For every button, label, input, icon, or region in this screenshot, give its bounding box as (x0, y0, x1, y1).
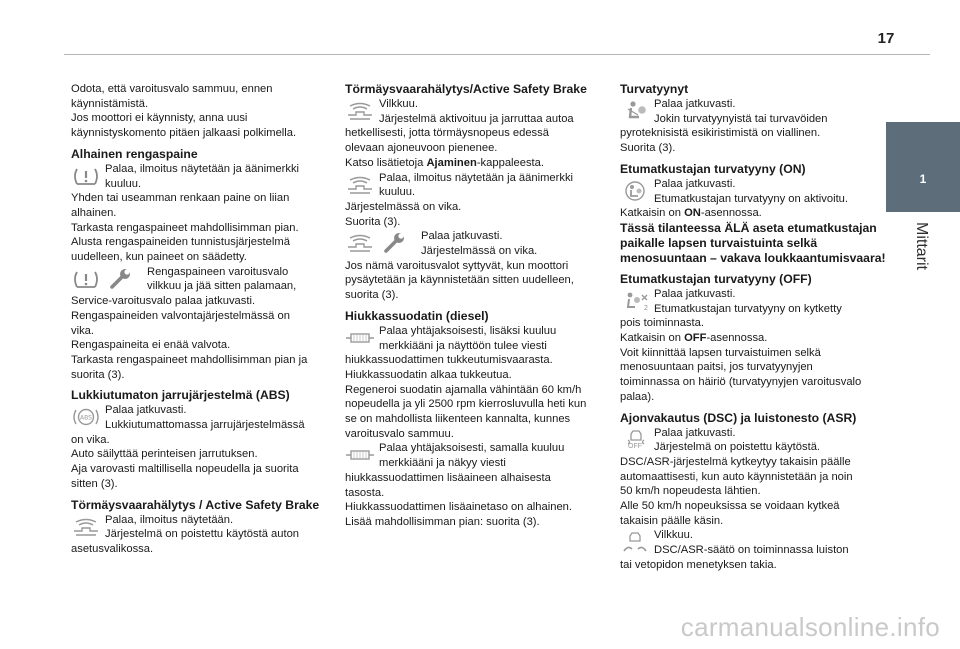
text-line: vilkkuu ja jää sitten palamaan, (147, 280, 297, 293)
text-line: pysäytetään ja käynnistetään sitten uudelleen, (345, 274, 574, 287)
active-safety-brake-heading: Törmäysvaarahälytys/Active Safety Brake (345, 82, 587, 96)
text-line: asetusvalikossa. (71, 542, 154, 555)
airbags-heading: Turvatyynyt (620, 82, 689, 96)
text-line: Suorita (3). (345, 215, 401, 228)
dsc-off-icon-label: OFF (628, 442, 642, 450)
text-line: 50 km/h nopeudesta lähtien. (620, 485, 761, 498)
text-line: Palaa yhtäjaksoisesti, lisäksi kuuluu (379, 324, 557, 337)
header-divider (64, 54, 930, 55)
text-line: Palaa yhtäjaksoisesti, samalla kuuluu (379, 442, 565, 455)
text-line: Palaa jatkuvasti. (654, 426, 736, 439)
text-line: Hiukkassuodatin alkaa tukkeutua. (345, 368, 512, 381)
text-line: Vilkkuu. (654, 529, 693, 542)
text-line: olevaan ajoneuvoon pienenee. (345, 142, 498, 155)
text-line: hetkellisesti, jotta törmäysnopeus edessä (345, 127, 549, 140)
cross-reference: Ajaminen (426, 156, 477, 169)
collision-warning-icon (345, 174, 375, 196)
chapter-label: Mittarit (913, 222, 930, 270)
intro-line: käynnistämistä. (71, 97, 149, 110)
text-line: Tarkasta rengaspaineet mahdollisimman pian. (71, 221, 299, 234)
switch-position: OFF (684, 332, 707, 345)
text-line: Palaa jatkuvasti. (654, 177, 736, 190)
text-line: Jos nämä varoitusvalot syttyvät, kun moottori (345, 259, 569, 272)
passenger-airbag-on-icon (620, 180, 650, 202)
particle-filter-icon (345, 327, 375, 349)
collision-warning-icon (345, 232, 375, 254)
column-2 (345, 82, 607, 530)
passenger-airbag-on-heading: Etumatkustajan turvatyyny (ON) (620, 161, 806, 176)
text-line: kuuluu. (105, 177, 142, 190)
text-line: Jokin turvatyynyistä tai turvavöiden (654, 112, 828, 125)
intro-line: käynnistyskomento pitäen jalkaasi polkimella. (71, 127, 297, 140)
text-span: -kappaleesta. (476, 156, 544, 169)
text-line: Lukkiutumattomassa jarrujärjestelmässä (105, 419, 305, 432)
page-number: 17 (877, 30, 895, 47)
watermark: carmanualsonline.info (680, 612, 940, 642)
text-line: Palaa jatkuvasti. (421, 230, 503, 243)
text-line: Palaa, ilmoitus näytetään ja äänimerkki (105, 162, 300, 175)
tyre-service-icons (71, 268, 143, 290)
text-line: sitten (3). (71, 477, 118, 490)
text-line: pyroteknisistä esikiristimistä on viallinen. (620, 127, 821, 140)
text-line: Palaa, ilmoitus näytetään ja äänimerkki (379, 171, 574, 184)
text-line: suorita (3). (71, 368, 125, 381)
text-line: Suorita (3). (620, 142, 676, 155)
text-line: kuuluu. (379, 186, 416, 199)
passenger-airbag-off-icon (620, 290, 650, 312)
text-line: Aja varovasti maltillisella nopeudella ja suorita (71, 463, 299, 476)
text-line: Regeneroi suodatin ajamalla vähintään 60 km/h (345, 383, 582, 396)
text-line: Rengaspaineita ei enää valvota. (71, 339, 231, 352)
text-line: uudelleen, kun paineet on säädetty. (71, 251, 247, 264)
seatbelt-airbag-icon (620, 100, 650, 122)
warning-line: Tässä tilanteessa ÄLÄ aseta etumatkustajan (620, 220, 877, 235)
dsc-off-icon (620, 429, 650, 451)
text-line: Palaa jatkuvasti. (654, 98, 736, 110)
text-line: Etumatkustajan turvatyyny on aktivoitu. (654, 192, 849, 205)
intro-line: Odota, että varoitusvalo sammuu, ennen (71, 83, 273, 95)
text-line: Järjestelmässä on vika. (345, 200, 462, 213)
chapter-tab-number: 1 (919, 172, 927, 186)
text-line: Palaa, ilmoitus näytetään. (105, 513, 234, 526)
text-line: merkkiääni ja näyttöön tulee viesti (379, 339, 547, 352)
text-line: Palaa jatkuvasti. (654, 287, 736, 300)
text-line: Alle 50 km/h nopeuksissa se voidaan kytkeä (620, 500, 840, 513)
text-line: Järjestelmässä on vika. (421, 245, 538, 258)
text-span: Katso lisätietoja (345, 156, 427, 169)
text-line: Tarkasta rengaspaineet mahdollisimman pian ja (71, 353, 308, 366)
text-line: Yhden tai useamman renkaan paine on liian (71, 192, 290, 205)
text-line: Hiukkassuodattimen lisäainetaso on alhainen. (345, 501, 573, 514)
text-line: vika. (71, 324, 95, 337)
wrench-icon (105, 268, 135, 290)
abs-heading: Lukkiutumaton jarrujärjestelmä (ABS) (71, 388, 290, 403)
text-line: hiukkassuodattimen lisäaineen alhaisesta (345, 471, 551, 484)
warning-line: menosuuntaan – vakava loukkaantumisvaara! (620, 250, 886, 265)
text-line (345, 156, 607, 171)
text-line: Rengaspaineen varoitusvalo (147, 265, 289, 278)
text-line (620, 206, 890, 221)
text-line: merkkiääni ja näkyy viesti (379, 457, 506, 470)
text-line: Järjestelmä on poistettu käytöstä. (654, 441, 821, 454)
text-line: suorita (3). (345, 289, 399, 302)
text-line: tai vetopidon menetyksen takia. (620, 558, 777, 571)
text-span: -asennossa. (700, 207, 762, 220)
text-line: on vika. (71, 433, 110, 446)
tyre-pressure-icon (71, 165, 101, 187)
tyre-pressure-icon (71, 268, 101, 290)
collision-service-icons (345, 232, 417, 254)
abs-icon (71, 406, 101, 428)
particle-filter-heading: Hiukkassuodatin (diesel) (345, 308, 489, 323)
text-line: Etumatkustajan turvatyyny on kytketty (654, 302, 842, 315)
text-line: Lisää mahdollisimman pian: suorita (3). (345, 515, 540, 528)
text-line: takaisin päälle käsin. (620, 514, 724, 527)
text-line: nopeudella ja yli 2500 rpm kierrosluvulla heti kun (345, 398, 587, 411)
text-span: Katkaisin on (620, 332, 685, 345)
text-line: toiminnassa on häiriö (turvatyynyjen varoitusvalo (620, 376, 862, 389)
text-line: Järjestelmä aktivoituu ja jarruttaa autoa (379, 112, 574, 125)
text-span: Katkaisin on (620, 207, 685, 220)
dsc-asr-heading: Ajonvakautus (DSC) ja luistonesto (ASR) (620, 410, 857, 425)
text-line: Järjestelmä on poistettu käytöstä auton (105, 528, 300, 541)
text-line: varoitusvalo sammuu. (345, 427, 454, 440)
chapter-tab[interactable] (886, 122, 960, 212)
text-line: Voit kiinnittää lapsen turvaistuimen selkä (620, 346, 821, 359)
tyre-pressure-heading: Alhainen rengaspaine (71, 146, 198, 161)
particle-filter-icon (345, 444, 375, 466)
text-line: Vilkkuu. (379, 98, 418, 110)
text-line: menosuuntaan paitsi, jos turvatyynyjen (620, 361, 813, 374)
collision-warning-icon (345, 100, 375, 122)
switch-position: ON (684, 207, 701, 220)
dsc-active-icon (620, 531, 650, 553)
text-line: Auto säilyttää perinteisen jarrutuksen. (71, 448, 258, 461)
text-line: se on mahdollista liikenteen kannalta, kunnes (345, 413, 571, 426)
text-line (620, 331, 890, 346)
passenger-airbag-off-heading: Etumatkustajan turvatyyny (OFF) (620, 271, 812, 286)
wrench-icon (379, 232, 409, 254)
text-line: Service-varoitusvalo palaa jatkuvasti. (71, 295, 256, 308)
text-line: Palaa jatkuvasti. (105, 404, 187, 417)
text-line: automaattisesti, kun auto käynnistetään ja noin (620, 470, 853, 483)
text-line: alhainen. (71, 206, 117, 219)
collision-warning-icon (71, 516, 101, 538)
text-span: -asennossa. (706, 332, 768, 345)
text-line: DSC/ASR-järjestelmä kytkeytyy takaisin päälle (620, 455, 851, 468)
text-line: hiukkassuodattimen tukkeutumisvaarasta. (345, 354, 553, 367)
text-line: palaa). (620, 390, 655, 403)
warning-line: paikalle lapsen turvaistuinta selkä (620, 235, 818, 250)
intro-line: Jos moottori ei käynnisty, anna uusi (71, 112, 248, 125)
column-1 (71, 82, 333, 557)
text-line: Alusta rengaspaineiden tunnistusjärjestelmä (71, 236, 290, 249)
text-line: DSC/ASR-säätö on toiminnassa luiston (654, 544, 849, 557)
text-line: pois toiminnasta. (620, 317, 704, 330)
text-line: Rengaspaineiden valvontajärjestelmässä on (71, 309, 290, 322)
text-line: tasosta. (345, 486, 385, 499)
column-3 (620, 82, 890, 573)
collision-warning-heading: Törmäysvaarahälytys / Active Safety Brake (71, 497, 320, 512)
